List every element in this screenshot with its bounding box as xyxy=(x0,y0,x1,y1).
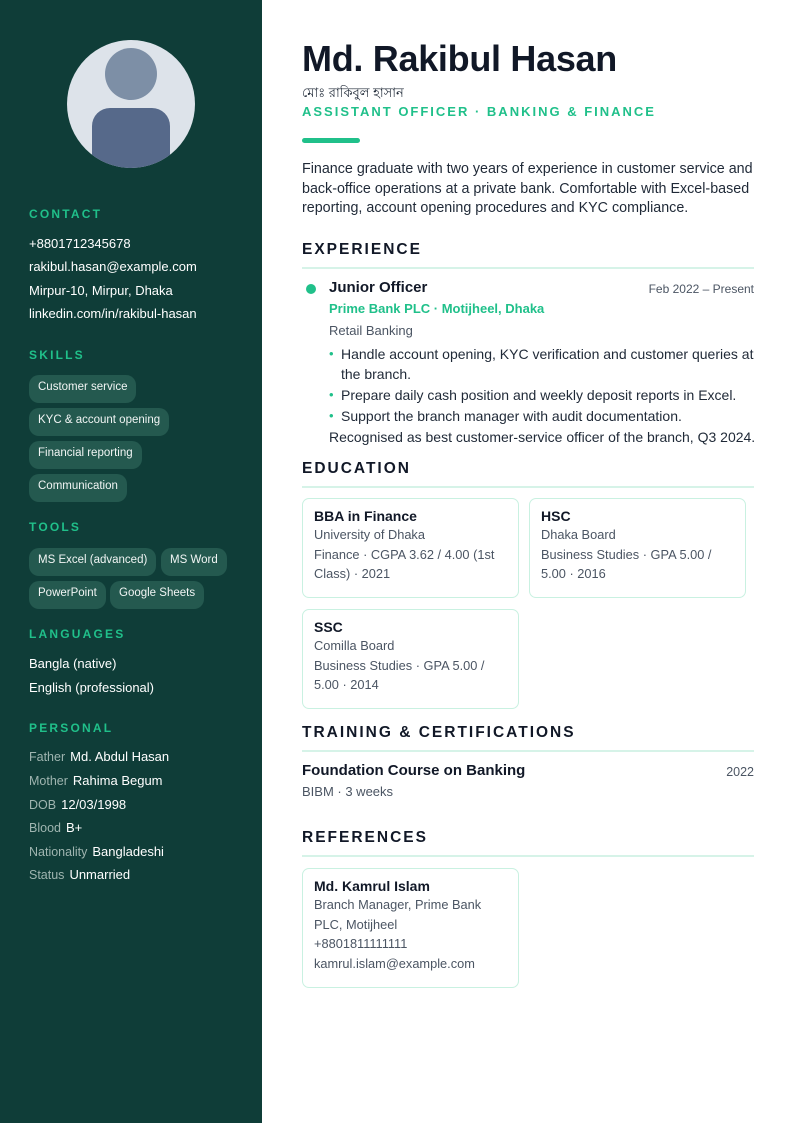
candidate-name: Md. Rakibul Hasan xyxy=(302,38,617,79)
personal-row-mother xyxy=(29,773,163,788)
language-item: Bangla (native) xyxy=(29,656,117,671)
personal-row-blood xyxy=(29,820,82,835)
avatar xyxy=(67,40,195,168)
personal-value: Unmarried xyxy=(69,867,131,882)
reference-position: Branch Manager, Prime Bank PLC, Motijheel xyxy=(314,897,482,932)
personal-label: DOB xyxy=(29,798,57,812)
avatar-head-icon xyxy=(105,48,157,100)
training-year: 2022 xyxy=(726,765,754,779)
experience-date: Feb 2022 – Present xyxy=(648,282,754,296)
tool-pill: PowerPoint xyxy=(29,581,106,609)
experience-bullet: • Handle account opening, KYC verification and customer queries at the branch. xyxy=(329,344,759,384)
reference-card xyxy=(302,868,519,988)
experience-bullets xyxy=(329,344,759,427)
personal-row-status xyxy=(29,867,130,882)
skill-pill: KYC & account opening xyxy=(29,408,169,436)
language-item: English (professional) xyxy=(29,680,155,695)
experience-department: Retail Banking xyxy=(329,323,413,338)
contact-address: Mirpur-10, Mirpur, Dhaka xyxy=(29,283,173,298)
personal-value: Bangladeshi xyxy=(92,844,164,859)
skill-pill: Financial reporting xyxy=(29,441,142,469)
education-degree: BBA in Finance xyxy=(314,508,417,524)
accent-divider xyxy=(302,138,360,143)
education-details: Business Studies · GPA 5.00 / 5.00 · 2016 xyxy=(541,546,712,581)
contact-email[interactable]: rakibul.hasan@example.com xyxy=(29,259,197,274)
reference-name: Md. Kamrul Islam xyxy=(314,878,430,894)
personal-value: Rahima Begum xyxy=(72,773,163,788)
personal-value: 12/03/1998 xyxy=(61,797,127,812)
sidebar xyxy=(0,0,262,1123)
training-details: BIBM · 3 weeks xyxy=(302,784,394,799)
experience-bullet: • Support the branch manager with audit documentation. xyxy=(329,406,759,426)
contact-phone[interactable]: +8801712345678 xyxy=(29,236,131,251)
experience-dot-icon xyxy=(306,284,316,294)
skills-heading: SKILLS xyxy=(29,348,85,362)
education-card xyxy=(302,498,519,598)
education-card xyxy=(529,498,746,598)
personal-row-dob xyxy=(29,797,126,812)
personal-value: B+ xyxy=(65,820,83,835)
references-heading: REFERENCES xyxy=(302,829,754,857)
personal-label: Status xyxy=(29,868,65,882)
personal-label: Nationality xyxy=(29,845,88,859)
tool-pill: MS Excel (advanced) xyxy=(29,548,156,576)
tool-pill: MS Word xyxy=(161,548,227,576)
contact-heading: CONTACT xyxy=(29,207,103,221)
profile-summary: Finance graduate with two years of experience in customer service and back-office operations at a private bank. Comfortable with Excel-based reporting, account opening procedures and KYC compliance. xyxy=(302,161,753,216)
tool-pill: Google Sheets xyxy=(110,581,204,609)
personal-value: Md. Abdul Hasan xyxy=(70,749,170,764)
experience-company: Prime Bank PLC · Motijheel, Dhaka xyxy=(329,301,545,316)
job-title: ASSISTANT OFFICER · BANKING & FINANCE xyxy=(302,104,656,119)
experience-heading: EXPERIENCE xyxy=(302,241,754,269)
education-heading: EDUCATION xyxy=(302,460,754,488)
experience-bullet: • Prepare daily cash position and weekly deposit reports in Excel. xyxy=(329,385,759,405)
personal-label: Blood xyxy=(29,821,61,835)
skill-pill: Customer service xyxy=(29,375,136,403)
personal-row-nationality xyxy=(29,844,164,859)
education-institution: Dhaka Board xyxy=(541,527,616,542)
personal-label: Father xyxy=(29,750,66,764)
avatar-body-icon xyxy=(92,108,170,168)
personal-label: Mother xyxy=(29,774,68,788)
languages-heading: LANGUAGES xyxy=(29,627,126,641)
contact-linkedin[interactable]: linkedin.com/in/rakibul-hasan xyxy=(29,306,197,321)
education-degree: HSC xyxy=(541,508,571,524)
education-institution: University of Dhaka xyxy=(314,527,425,542)
candidate-name-bangla: মোঃ রাকিবুল হাসান xyxy=(302,85,404,100)
training-title: Foundation Course on Banking xyxy=(302,762,526,779)
personal-heading: PERSONAL xyxy=(29,721,114,735)
reference-phone[interactable]: +8801811111111 xyxy=(314,936,408,951)
experience-note: Recognised as best customer-service officer of the branch, Q3 2024. xyxy=(329,429,756,445)
education-details: Finance · CGPA 3.62 / 4.00 (1st Class) · 2021 xyxy=(314,546,495,581)
training-heading: TRAINING & CERTIFICATIONS xyxy=(302,724,754,752)
personal-row-father xyxy=(29,749,169,764)
tools-heading: TOOLS xyxy=(29,520,82,534)
education-card xyxy=(302,609,519,709)
reference-email[interactable]: kamrul.islam@example.com xyxy=(314,955,475,971)
education-details: Business Studies · GPA 5.00 / 5.00 · 2014 xyxy=(314,657,485,692)
education-degree: SSC xyxy=(314,619,343,635)
skill-pill: Communication xyxy=(29,474,127,502)
experience-title: Junior Officer xyxy=(329,279,428,296)
education-institution: Comilla Board xyxy=(314,638,395,653)
